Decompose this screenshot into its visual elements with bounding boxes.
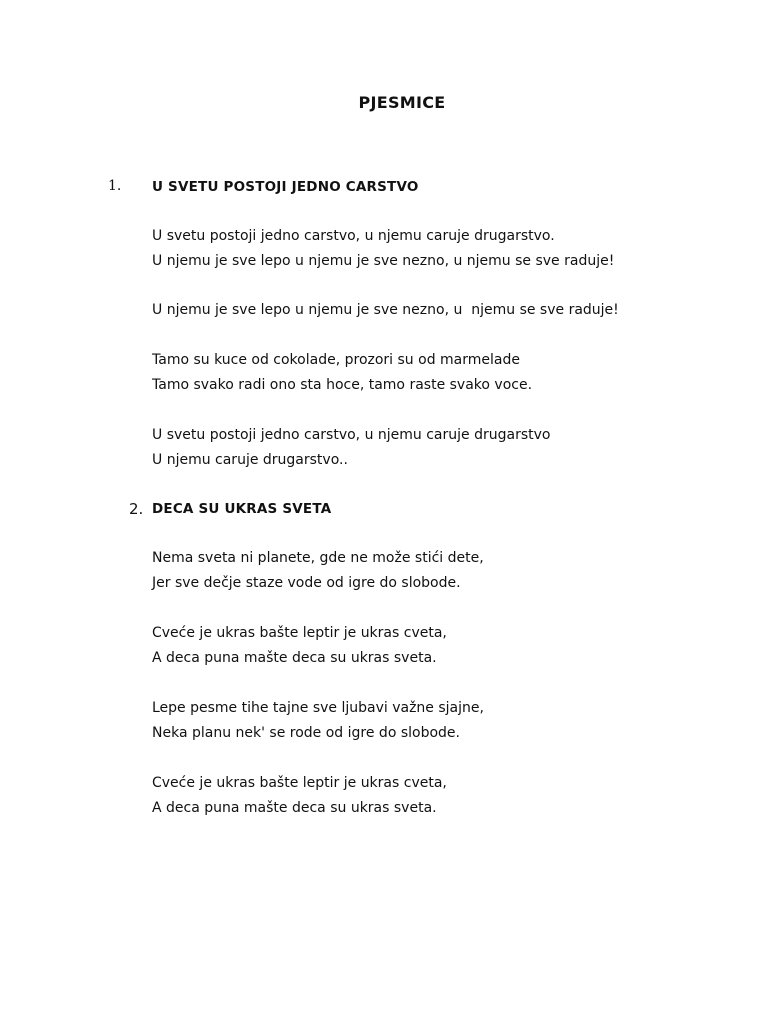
verse-line: U njemu caruje drugarstvo..: [152, 451, 348, 468]
song-verse: [152, 224, 614, 273]
song-verse: [152, 298, 619, 323]
verse-line: Tamo svako radi ono sta hoce, tamo raste svako voce.: [152, 376, 533, 393]
song-verse: [152, 546, 484, 595]
verse-line: U svetu postoji jedno carstvo, u njemu caruje drugarstvo.: [152, 228, 555, 244]
song-verse: [152, 771, 447, 820]
verse-line: Cveće je ukras bašte leptir je ukras cveta,: [152, 625, 447, 641]
song-verse: [152, 423, 550, 472]
verse-line: A deca puna mašte deca su ukras sveta.: [152, 799, 437, 816]
song-verse: [152, 621, 447, 670]
verse-line: U svetu postoji jedno carstvo, u njemu caruje drugarstvo: [152, 427, 551, 443]
verse-line: Neka planu nek' se rode od igre do slobode.: [152, 724, 460, 741]
verse-line: Cveće je ukras bašte leptir je ukras cveta,: [152, 775, 447, 791]
verse-line: Jer sve dečje staze vode od igre do slobode.: [152, 574, 461, 591]
verse-line: Tamo su kuce od cokolade, prozori su od marmelade: [152, 352, 520, 368]
song-number: 2.: [129, 500, 144, 518]
verse-line: Lepe pesme tihe tajne sve ljubavi važne sjajne,: [152, 700, 484, 716]
song-verse: [152, 348, 532, 397]
verse-line: Nema sveta ni planete, gde ne može stići dete,: [152, 550, 484, 566]
song-number: 1.: [108, 178, 122, 194]
document-title: PJESMICE: [358, 93, 446, 112]
song-verse: [152, 696, 484, 745]
song-title: DECA SU UKRAS SVETA: [152, 501, 332, 517]
verse-line: U njemu je sve lepo u njemu je sve nezno, u njemu se sve raduje!: [152, 302, 619, 318]
verse-line: A deca puna mašte deca su ukras sveta.: [152, 649, 437, 666]
verse-line: U njemu je sve lepo u njemu je sve nezno, u njemu se sve raduje!: [152, 252, 615, 269]
song-title: U SVETU POSTOJI JEDNO CARSTVO: [152, 179, 419, 195]
